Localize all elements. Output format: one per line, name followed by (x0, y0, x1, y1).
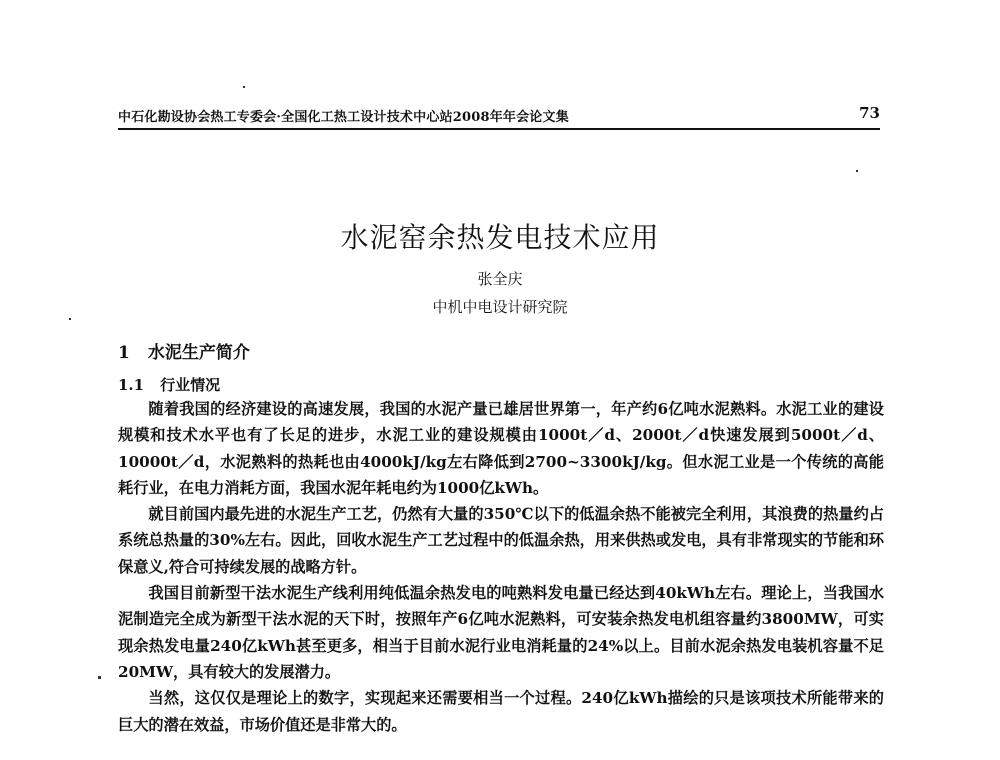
paragraph: 当然，这仅仅是理论上的数字，实现起来还需要相当一个过程。240亿kWh描绘的只是该项技术所能带来的巨大的潜在效益，市场价值还是非常大的。 (118, 689, 884, 734)
section-heading (118, 338, 250, 363)
subsection-heading (118, 374, 220, 395)
running-header (118, 106, 880, 128)
page-number: 73 (859, 104, 880, 122)
section-title: 水泥生产简介 (147, 343, 250, 363)
subsection-title: 行业情况 (160, 376, 221, 394)
subsection-number: 1.1 (118, 376, 145, 394)
author-affiliation: 中机中电设计研究院 (432, 298, 568, 316)
section-number: 1 (118, 343, 130, 363)
scan-speck (243, 86, 245, 88)
header-rule (118, 128, 880, 130)
author-name: 张全庆 (477, 270, 523, 288)
paper-title: 水泥窑余热发电技术应用 (340, 221, 660, 254)
paragraph: 随着我国的经济建设的高速发展，我国的水泥产量已雄居世界第一，年产约6亿吨水泥熟料。水泥工业的建设规模和技术水平也有了长足的进步，水泥工业的建设规模由1000t／d、2000t／d快速发展到5000t／d、10000t／d，水泥熟料的热耗也由4000kJ/kg左右降低到2700~3300kJ/kg。但水泥工业是一个传统的高能耗行业，在电力消耗方面，我国水泥年耗电约为1000亿kWh。 (118, 400, 884, 497)
scan-speck (98, 676, 101, 679)
body-text (118, 396, 884, 738)
journal-title: 中石化勘设协会热工专委会·全国化工热工设计技术中心站2008年年会论文集 (118, 110, 569, 125)
paragraph: 我国目前新型干法水泥生产线利用纯低温余热发电的吨熟料发电量已经达到40kWh左右。理论上，当我国水泥制造完全成为新型干法水泥的天下时，按照年产6亿吨水泥熟料，可安装余热发电机组容量约3800MW，可实现余热发电量240亿kWh甚至更多，相当于目前水泥行业电消耗量的24%以上。目前水泥余热发电装机容量不足20MW，具有较大的发展潜力。 (118, 584, 884, 681)
scan-speck (69, 318, 71, 320)
scan-speck (856, 170, 858, 172)
paragraph: 就目前国内最先进的水泥生产工艺，仍然有大量的350℃以下的低温余热不能被完全利用，其浪费的热量约占系统总热量的30%左右。因此，回收水泥生产工艺过程中的低温余热，用来供热或发电，具有非常现实的节能和环保意义,符合可持续发展的战略方针。 (118, 505, 884, 576)
